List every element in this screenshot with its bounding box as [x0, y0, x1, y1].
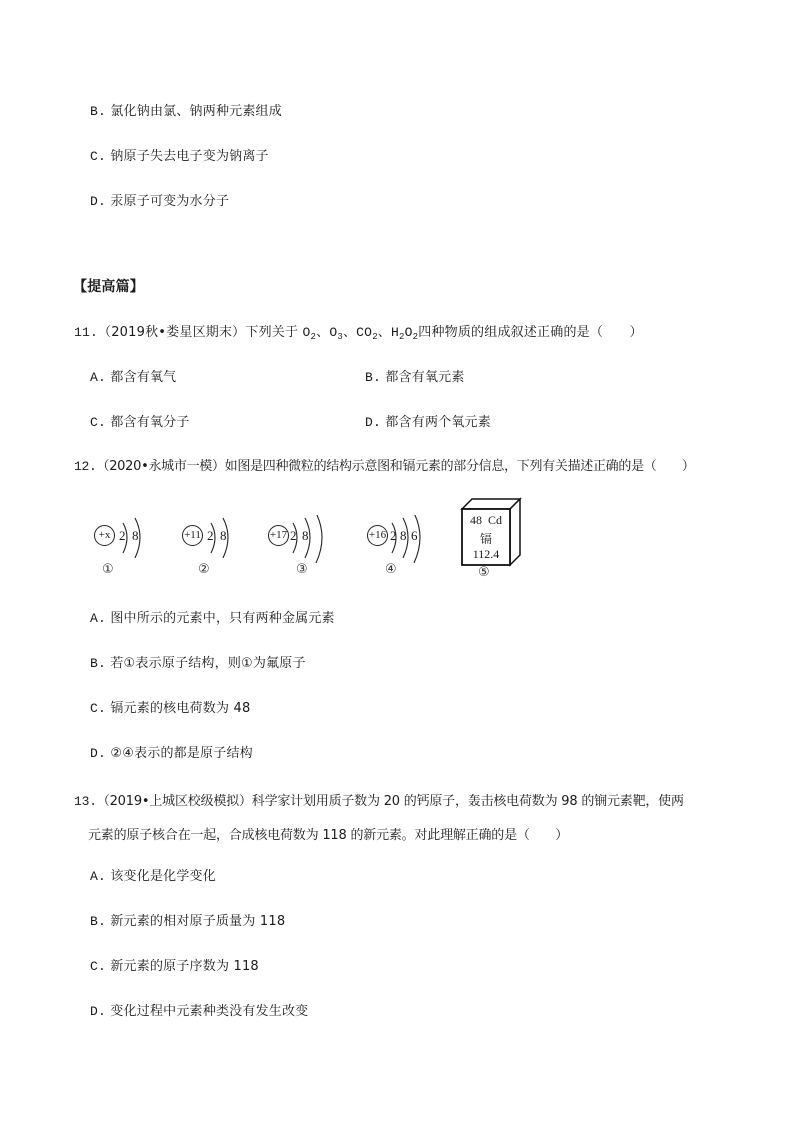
option-c-prev: [90, 149, 269, 165]
question-stem: 科学家计划用质子数为 20 的钙原子，轰击核电荷数为 98 的锎元素靶，使两: [251, 794, 684, 809]
option-letter: C.: [90, 149, 107, 164]
q12-option-d: [90, 746, 253, 762]
question-stem-end: 四种物质的组成叙述正确的是（ ）: [418, 325, 643, 340]
option-letter: B.: [365, 370, 382, 385]
option-text: 氯化钠由氯、钠两种元素组成: [110, 104, 282, 119]
option-text: 变化过程中元素种类没有发生改变: [110, 1004, 309, 1019]
option-text: 钠原子失去电子变为钠离子: [110, 149, 269, 164]
question-13-stem-line2: 元素的原子核合在一起，合成核电荷数为 118 的新元素。对此理解正确的是（ ）: [88, 828, 569, 843]
option-letter: B.: [90, 656, 107, 671]
option-letter: C.: [90, 415, 107, 430]
shell-electrons: 2: [207, 528, 214, 543]
option-text: 若①表示原子结构，则①为氟原子: [110, 656, 306, 671]
q13-option-d: [90, 1004, 308, 1020]
option-letter: C.: [90, 959, 107, 974]
option-text: 都含有氧元素: [385, 370, 465, 385]
question-12-stem: [74, 459, 695, 475]
q13-option-a: [90, 869, 216, 885]
q13-option-b: [90, 914, 285, 930]
option-text: 新元素的相对原子质量为 118: [110, 914, 286, 929]
figure-label: ⑤: [478, 565, 490, 580]
option-text: ②④表示的都是原子结构: [110, 746, 253, 761]
shell-electrons: 2: [119, 528, 126, 543]
question-11-stem: 11.（2019秋•娄星区期末）下列关于 $O_2$、$O_3$、$CO_2$、$H_2O_2$四种物质的组成叙述正确的是（ ）: [74, 325, 643, 342]
element-number-symbol: [462, 513, 510, 528]
option-d-prev: [90, 194, 229, 210]
option-letter: C.: [90, 701, 107, 716]
q11-option-d: [365, 415, 491, 431]
question-stem-start: 下列关于: [245, 325, 303, 340]
nucleus: +11: [182, 525, 203, 546]
question-stem: 如图是四种微粒的结构示意图和镉元素的部分信息，下列有关描述正确的是（ ）: [224, 459, 695, 474]
question-number: 11.: [74, 325, 99, 340]
option-text: 新元素的原子序数为 118: [110, 959, 259, 974]
q12-option-c: [90, 701, 250, 717]
q12-option-a: [90, 611, 335, 627]
nucleus: +16: [367, 525, 388, 546]
formula-h2o2: $H_2O_2$: [391, 325, 419, 342]
option-text: 都含有两个氧元素: [385, 415, 491, 430]
option-letter: A.: [90, 611, 107, 626]
shell-electrons: 2: [290, 528, 297, 543]
option-text: 都含有氧气: [110, 370, 177, 385]
question-source: （2020•永城市一模）: [96, 459, 225, 474]
formula-co2: $CO_2$: [356, 325, 378, 342]
shell-electrons: 8: [400, 528, 407, 543]
option-letter: D.: [365, 415, 382, 430]
question-number: 12.: [74, 459, 97, 474]
question-number: 13.: [74, 794, 97, 809]
atomic-mass: 112.4: [472, 547, 500, 561]
element-symbol: Cd: [487, 513, 502, 527]
shell-electrons: 8: [220, 528, 227, 543]
figure-label: ③: [296, 562, 308, 577]
option-text: 汞原子可变为水分子: [110, 194, 230, 209]
option-letter: B.: [90, 104, 107, 119]
figure-label: ①: [102, 562, 114, 577]
electron-shell-arcs: [90, 515, 170, 560]
figure-label: ②: [198, 562, 210, 577]
electron-shell-arcs: [178, 515, 258, 560]
q11-option-a: [90, 370, 176, 386]
option-text: 该变化是化学变化: [110, 869, 216, 884]
option-letter: A.: [90, 869, 107, 884]
q13-option-c: [90, 959, 259, 975]
nucleus: +x: [94, 525, 115, 546]
option-text: 镉元素的核电荷数为 48: [110, 701, 251, 716]
element-card-cadmium: [460, 497, 530, 582]
shell-electrons: 8: [302, 528, 309, 543]
atom-structure-diagram-1: [90, 515, 170, 580]
figure-label: ④: [385, 562, 397, 577]
option-b-prev: [90, 104, 282, 120]
option-text: 图中所示的元素中，只有两种金属元素: [110, 611, 335, 626]
atom-structure-diagram-2: [178, 515, 258, 580]
option-letter: B.: [90, 914, 107, 929]
option-letter: D.: [90, 746, 107, 761]
option-letter: A.: [90, 370, 107, 385]
atomic-number: 48: [469, 513, 482, 527]
q12-option-b: [90, 656, 306, 672]
q11-option-b: [365, 370, 465, 386]
atom-structure-diagram-4: [365, 515, 445, 580]
section-heading: 【提高篇】: [73, 279, 144, 295]
option-text: 都含有氧分子: [110, 415, 190, 430]
question-source: （2019•上城区校级模拟）: [96, 794, 252, 809]
shell-electrons: 2: [390, 528, 397, 543]
shell-electrons: 6: [411, 528, 418, 543]
q11-option-c: [90, 415, 190, 431]
option-letter: D.: [90, 1004, 107, 1019]
nucleus: +17: [268, 525, 289, 546]
option-letter: D.: [90, 194, 107, 209]
question-source: （2019秋•娄星区期末）: [98, 325, 246, 340]
atom-structure-diagram-3: [266, 515, 346, 580]
shell-electrons: 8: [132, 528, 139, 543]
formula-o2: $O_2$: [302, 325, 317, 342]
formula-o3: $O_3$: [329, 325, 343, 342]
element-name: 镉: [479, 532, 492, 546]
question-13-stem-line1: [74, 794, 684, 810]
